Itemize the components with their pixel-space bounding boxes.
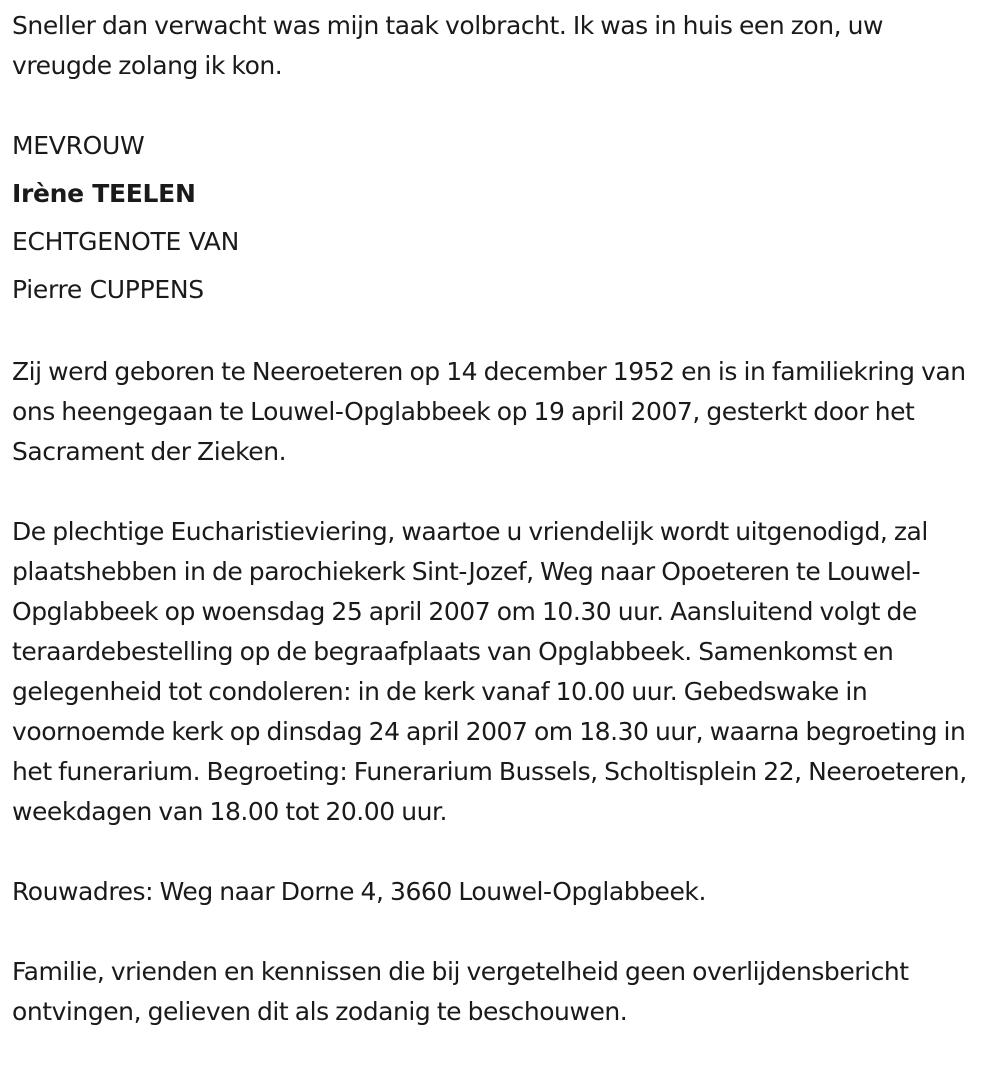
birth-death-paragraph: Zij werd geboren te Neeroeteren op 14 december 1952 en is in familiekring van ons heengegaan te Louwel-Opglabbeek op 19 april 2007, gesterkt door het Sacrament der Zieken. (12, 357, 966, 466)
spouse-name: Pierre CUPPENS (12, 275, 204, 304)
opening-quote: Sneller dan verwacht was mijn taak volbracht. Ik was in huis een zon, uw vreugde zolang ik kon. (12, 11, 884, 80)
mourning-address: Rouwadres: Weg naar Dorne 4, 3660 Louwel-Opglabbeek. (12, 877, 706, 906)
closing-paragraph: Familie, vrienden en kennissen die bij vergetelheid geen overlijdensbericht ontvingen, gelieven dit als zodanig te beschouwen. (12, 957, 909, 1026)
title-prefix: MEVROUW (12, 131, 145, 160)
relation-label: ECHTGENOTE VAN (12, 227, 239, 256)
ceremony-paragraph: De plechtige Eucharistieviering, waartoe u vriendelijk wordt uitgenodigd, zal plaatshebben in de parochiekerk Sint-Jozef, Weg naar Opoeteren te Louwel-Opglabbeek op woensdag 25 april 2007 om 10.30 uur. Aansluitend volgt de teraardebestelling op de begraafplaats van Opglabbeek. Samenkomst en gelegenheid tot condoleren: in de kerk vanaf 10.00 uur. Gebedswake in voornoemde kerk op dinsdag 24 april 2007 om 18.30 uur, waarna begroeting in het funerarium. Begroeting: Funerarium Bussels, Scholtisplein 22, Neeroeteren, weekdagen van 18.00 tot 20.00 uur. (12, 517, 967, 826)
deceased-name: Irène TEELEN (12, 179, 196, 208)
deceased-identification (12, 122, 988, 314)
